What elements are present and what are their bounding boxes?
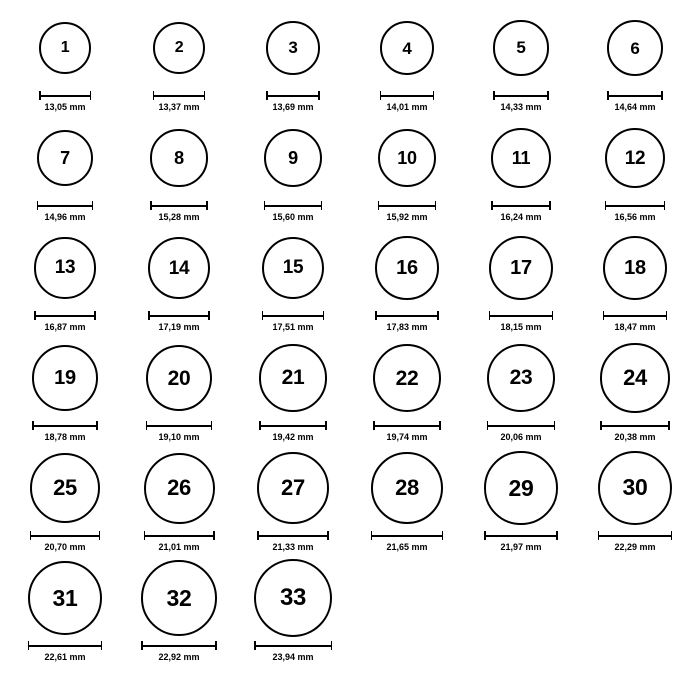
ring-size-cell[interactable]	[578, 336, 692, 442]
ring-circle-area	[30, 446, 100, 530]
caliper-icon	[605, 201, 665, 209]
ring-size-cell[interactable]	[464, 336, 578, 442]
ring-circle-area	[259, 336, 326, 420]
ring-measure-area	[371, 531, 444, 552]
caliper-icon	[371, 531, 444, 539]
ring-measure-area	[144, 531, 215, 552]
ring-measure-area	[378, 201, 437, 222]
ring-size-row	[8, 6, 692, 116]
ring-measure-area	[254, 641, 332, 662]
ring-size-number: 26	[167, 475, 191, 500]
ring-size-number: 16	[396, 257, 418, 279]
caliper-icon	[266, 91, 320, 99]
ring-size-row	[8, 336, 692, 446]
ring-size-number: 6	[630, 38, 640, 58]
ring-measure-area	[264, 201, 322, 222]
ring-measure-area	[266, 91, 320, 112]
ring-size-number: 23	[509, 366, 533, 390]
caliper-icon	[484, 531, 557, 539]
caliper-icon	[153, 91, 206, 99]
ring-size-number: 24	[623, 365, 647, 390]
ring-size-cell[interactable]	[578, 446, 692, 552]
caliper-icon	[259, 421, 326, 429]
ring-size-number: 4	[402, 38, 412, 58]
ring-measure-area	[493, 91, 548, 112]
ring-diameter-label: 21,65 mm	[386, 542, 428, 552]
ring-size-cell[interactable]	[350, 226, 464, 332]
ring-diameter-label: 22,29 mm	[614, 542, 656, 552]
ring-size-number: 22	[395, 366, 419, 390]
ring-diameter-label: 18,15 mm	[500, 322, 542, 332]
ring-diameter-label: 15,92 mm	[386, 212, 428, 222]
ring-measure-area	[484, 531, 557, 552]
ring-diameter-label: 15,60 mm	[272, 212, 314, 222]
ring-circle	[487, 344, 556, 413]
ring-size-cell[interactable]	[578, 116, 692, 222]
caliper-icon	[146, 421, 212, 429]
ring-measure-area	[489, 311, 553, 332]
ring-size-cell[interactable]	[236, 446, 350, 552]
ring-size-number: 5	[516, 38, 526, 58]
caliper-icon	[30, 531, 100, 539]
ring-size-number: 1	[60, 39, 70, 56]
ring-size-number: 10	[397, 148, 417, 168]
ring-circle	[266, 21, 320, 75]
ring-measure-area	[380, 91, 434, 112]
ring-circle-area	[598, 446, 672, 530]
ring-size-number: 12	[624, 147, 646, 169]
ring-diameter-label: 21,33 mm	[272, 542, 314, 552]
ring-size-number: 13	[54, 257, 76, 279]
ring-circle-area	[254, 556, 332, 640]
ring-size-cell[interactable]	[122, 226, 236, 332]
caliper-icon	[598, 531, 672, 539]
ring-circle	[30, 453, 100, 523]
ring-circle-area	[266, 6, 320, 90]
ring-size-number: 32	[166, 584, 192, 611]
ring-circle	[600, 343, 670, 413]
ring-diameter-label: 18,47 mm	[614, 322, 656, 332]
ring-circle-area	[487, 336, 556, 420]
ring-circle	[484, 451, 557, 524]
caliper-icon	[262, 311, 325, 319]
ring-size-number: 20	[167, 366, 191, 390]
ring-size-cell[interactable]	[122, 556, 236, 662]
caliper-icon	[375, 311, 438, 319]
caliper-icon	[144, 531, 215, 539]
ring-circle-area	[484, 446, 557, 530]
ring-size-cell[interactable]	[464, 226, 578, 332]
ring-circle-area	[150, 116, 207, 200]
ring-size-number: 18	[624, 257, 646, 279]
ring-circle	[153, 22, 206, 75]
ring-diameter-label: 19,42 mm	[272, 432, 314, 442]
ring-size-number: 14	[168, 257, 190, 279]
caliper-icon	[257, 531, 329, 539]
ring-circle	[378, 129, 437, 188]
ring-size-cell[interactable]	[236, 336, 350, 442]
caliper-icon	[600, 421, 670, 429]
ring-circle-area	[600, 336, 670, 420]
ring-circle-area	[373, 336, 441, 420]
caliper-icon	[34, 311, 95, 319]
ring-measure-area	[603, 311, 668, 332]
ring-circle	[146, 345, 212, 411]
ring-diameter-label: 13,69 mm	[272, 102, 314, 112]
ring-diameter-label: 22,92 mm	[158, 652, 200, 662]
ring-circle	[141, 560, 217, 636]
caliper-icon	[28, 641, 103, 649]
ring-measure-area	[600, 421, 670, 442]
ring-size-row	[8, 116, 692, 226]
ring-size-cell[interactable]	[8, 116, 122, 222]
ring-circle	[254, 559, 332, 637]
ring-size-number: 33	[279, 584, 307, 611]
ring-size-cell[interactable]	[8, 336, 122, 442]
ring-circle-area	[39, 6, 91, 90]
ring-measure-area	[141, 641, 217, 662]
ring-size-number: 11	[511, 147, 531, 168]
ring-size-number: 19	[54, 366, 76, 389]
ring-diameter-label: 21,97 mm	[500, 542, 542, 552]
ring-measure-area	[34, 311, 95, 332]
ring-circle	[28, 561, 103, 636]
caliper-icon	[148, 311, 210, 319]
ring-measure-area	[30, 531, 100, 552]
ring-size-cell[interactable]	[350, 336, 464, 442]
ring-diameter-label: 23,94 mm	[272, 652, 314, 662]
ring-circle-area	[375, 226, 438, 310]
ring-circle	[32, 345, 98, 411]
ring-circle-area	[257, 446, 329, 530]
ring-circle-area	[144, 446, 215, 530]
caliper-icon	[607, 91, 663, 99]
ring-size-cell[interactable]	[236, 226, 350, 332]
ring-size-cell[interactable]	[350, 6, 464, 112]
ring-size-cell[interactable]	[350, 116, 464, 222]
ring-circle-area	[378, 116, 437, 200]
ring-size-cell[interactable]	[350, 446, 464, 552]
caliper-icon	[373, 421, 441, 429]
ring-diameter-label: 22,61 mm	[44, 652, 86, 662]
ring-size-cell[interactable]	[122, 116, 236, 222]
ring-measure-area	[32, 421, 98, 442]
ring-size-cell[interactable]	[8, 556, 122, 662]
ring-diameter-label: 15,28 mm	[158, 212, 200, 222]
ring-size-row	[8, 226, 692, 336]
caliper-icon	[493, 91, 548, 99]
ring-circle	[262, 237, 325, 300]
ring-diameter-label: 17,51 mm	[272, 322, 314, 332]
ring-size-cell[interactable]	[8, 6, 122, 112]
ring-circle-area	[607, 6, 663, 90]
ring-size-number: 21	[281, 366, 305, 390]
ring-circle	[148, 237, 210, 299]
ring-circle-area	[489, 226, 553, 310]
caliper-icon	[32, 421, 98, 429]
caliper-icon	[378, 201, 437, 209]
ring-diameter-label: 21,01 mm	[158, 542, 200, 552]
caliper-icon	[491, 201, 551, 209]
ring-circle	[380, 21, 434, 75]
ring-size-cell[interactable]	[464, 6, 578, 112]
ring-measure-area	[607, 91, 663, 112]
ring-circle	[257, 452, 329, 524]
ring-circle-area	[28, 556, 103, 640]
ring-size-row	[8, 556, 692, 666]
ring-size-number: 17	[510, 256, 532, 279]
ring-diameter-label: 20,06 mm	[500, 432, 542, 442]
ring-circle-area	[37, 116, 94, 200]
ring-circle	[39, 22, 91, 74]
ring-measure-area	[373, 421, 441, 442]
ring-measure-area	[375, 311, 438, 332]
caliper-icon	[141, 641, 217, 649]
ring-size-row	[8, 446, 692, 556]
ring-diameter-label: 16,56 mm	[614, 212, 656, 222]
ring-measure-area	[153, 91, 206, 112]
ring-measure-area	[262, 311, 325, 332]
ring-diameter-label: 16,87 mm	[44, 322, 86, 332]
ring-circle	[264, 129, 322, 187]
ring-diameter-label: 14,33 mm	[500, 102, 542, 112]
ring-size-number: 15	[282, 257, 304, 279]
ring-diameter-label: 17,83 mm	[386, 322, 428, 332]
caliper-icon	[603, 311, 668, 319]
caliper-icon	[254, 641, 332, 649]
caliper-icon	[380, 91, 434, 99]
ring-diameter-label: 17,19 mm	[158, 322, 200, 332]
ring-diameter-label: 14,01 mm	[386, 102, 428, 112]
ring-size-cell[interactable]	[122, 336, 236, 442]
ring-circle	[37, 130, 94, 187]
caliper-icon	[487, 421, 556, 429]
ring-circle-area	[605, 116, 665, 200]
ring-diameter-label: 13,37 mm	[158, 102, 200, 112]
ring-circle-area	[493, 6, 548, 90]
ring-circle	[598, 451, 672, 525]
ring-circle	[375, 236, 438, 299]
ring-diameter-label: 18,78 mm	[44, 432, 86, 442]
ring-circle	[371, 452, 444, 525]
ring-measure-area	[146, 421, 212, 442]
ring-size-cell[interactable]	[464, 446, 578, 552]
caliper-icon	[489, 311, 553, 319]
ring-size-cell[interactable]	[236, 6, 350, 112]
ring-size-number: 9	[288, 147, 298, 168]
ring-size-number: 8	[174, 148, 184, 168]
ring-measure-area	[148, 311, 210, 332]
ring-size-number: 31	[52, 584, 78, 611]
ring-size-number: 7	[60, 147, 70, 168]
ring-measure-area	[257, 531, 329, 552]
ring-circle-area	[371, 446, 444, 530]
ring-size-cell[interactable]	[8, 226, 122, 332]
ring-circle	[373, 344, 441, 412]
ring-size-number: 3	[288, 38, 298, 58]
ring-size-number: 30	[622, 474, 648, 501]
ring-size-cell[interactable]	[8, 446, 122, 552]
ring-circle	[150, 129, 207, 186]
ring-size-cell[interactable]	[236, 116, 350, 222]
ring-circle-area	[32, 336, 98, 420]
ring-size-cell[interactable]	[578, 226, 692, 332]
ring-diameter-label: 20,38 mm	[614, 432, 656, 442]
ring-diameter-label: 16,24 mm	[500, 212, 542, 222]
ring-circle-area	[603, 226, 668, 310]
ring-circle	[489, 236, 553, 300]
ring-size-cell[interactable]	[236, 556, 350, 662]
ring-circle-area	[491, 116, 551, 200]
ring-circle	[491, 128, 551, 188]
ring-circle-area	[146, 336, 212, 420]
ring-diameter-label: 19,10 mm	[158, 432, 200, 442]
ring-diameter-label: 14,96 mm	[44, 212, 86, 222]
ring-circle	[34, 237, 95, 298]
ring-circle	[603, 236, 668, 301]
ring-circle-area	[380, 6, 434, 90]
ring-size-number: 29	[508, 474, 534, 501]
ring-size-cell[interactable]	[122, 446, 236, 552]
caliper-icon	[264, 201, 322, 209]
caliper-icon	[39, 91, 91, 99]
ring-measure-area	[150, 201, 207, 222]
ring-circle	[259, 344, 326, 411]
ring-diameter-label: 13,05 mm	[44, 102, 86, 112]
ring-circle-area	[141, 556, 217, 640]
ring-circle-area	[264, 116, 322, 200]
ring-circle	[493, 20, 548, 75]
ring-circle	[607, 20, 663, 76]
ring-measure-area	[259, 421, 326, 442]
caliper-icon	[37, 201, 94, 209]
ring-measure-area	[39, 91, 91, 112]
ring-size-number: 28	[395, 475, 419, 500]
ring-size-number: 2	[174, 39, 184, 56]
ring-diameter-label: 20,70 mm	[44, 542, 86, 552]
ring-measure-area	[28, 641, 103, 662]
ring-measure-area	[487, 421, 556, 442]
ring-diameter-label: 19,74 mm	[386, 432, 428, 442]
caliper-icon	[150, 201, 207, 209]
ring-measure-area	[605, 201, 665, 222]
ring-measure-area	[598, 531, 672, 552]
ring-circle-area	[34, 226, 95, 310]
ring-size-number: 27	[281, 474, 305, 500]
ring-size-cell[interactable]	[578, 6, 692, 112]
ring-circle-area	[262, 226, 325, 310]
ring-measure-area	[37, 201, 94, 222]
ring-circle-area	[153, 6, 206, 90]
ring-circle-area	[148, 226, 210, 310]
ring-diameter-label: 14,64 mm	[614, 102, 656, 112]
ring-circle	[144, 453, 215, 524]
ring-size-cell[interactable]	[122, 6, 236, 112]
ring-measure-area	[491, 201, 551, 222]
ring-size-number: 25	[53, 475, 77, 500]
ring-circle	[605, 128, 665, 188]
ring-size-cell[interactable]	[464, 116, 578, 222]
